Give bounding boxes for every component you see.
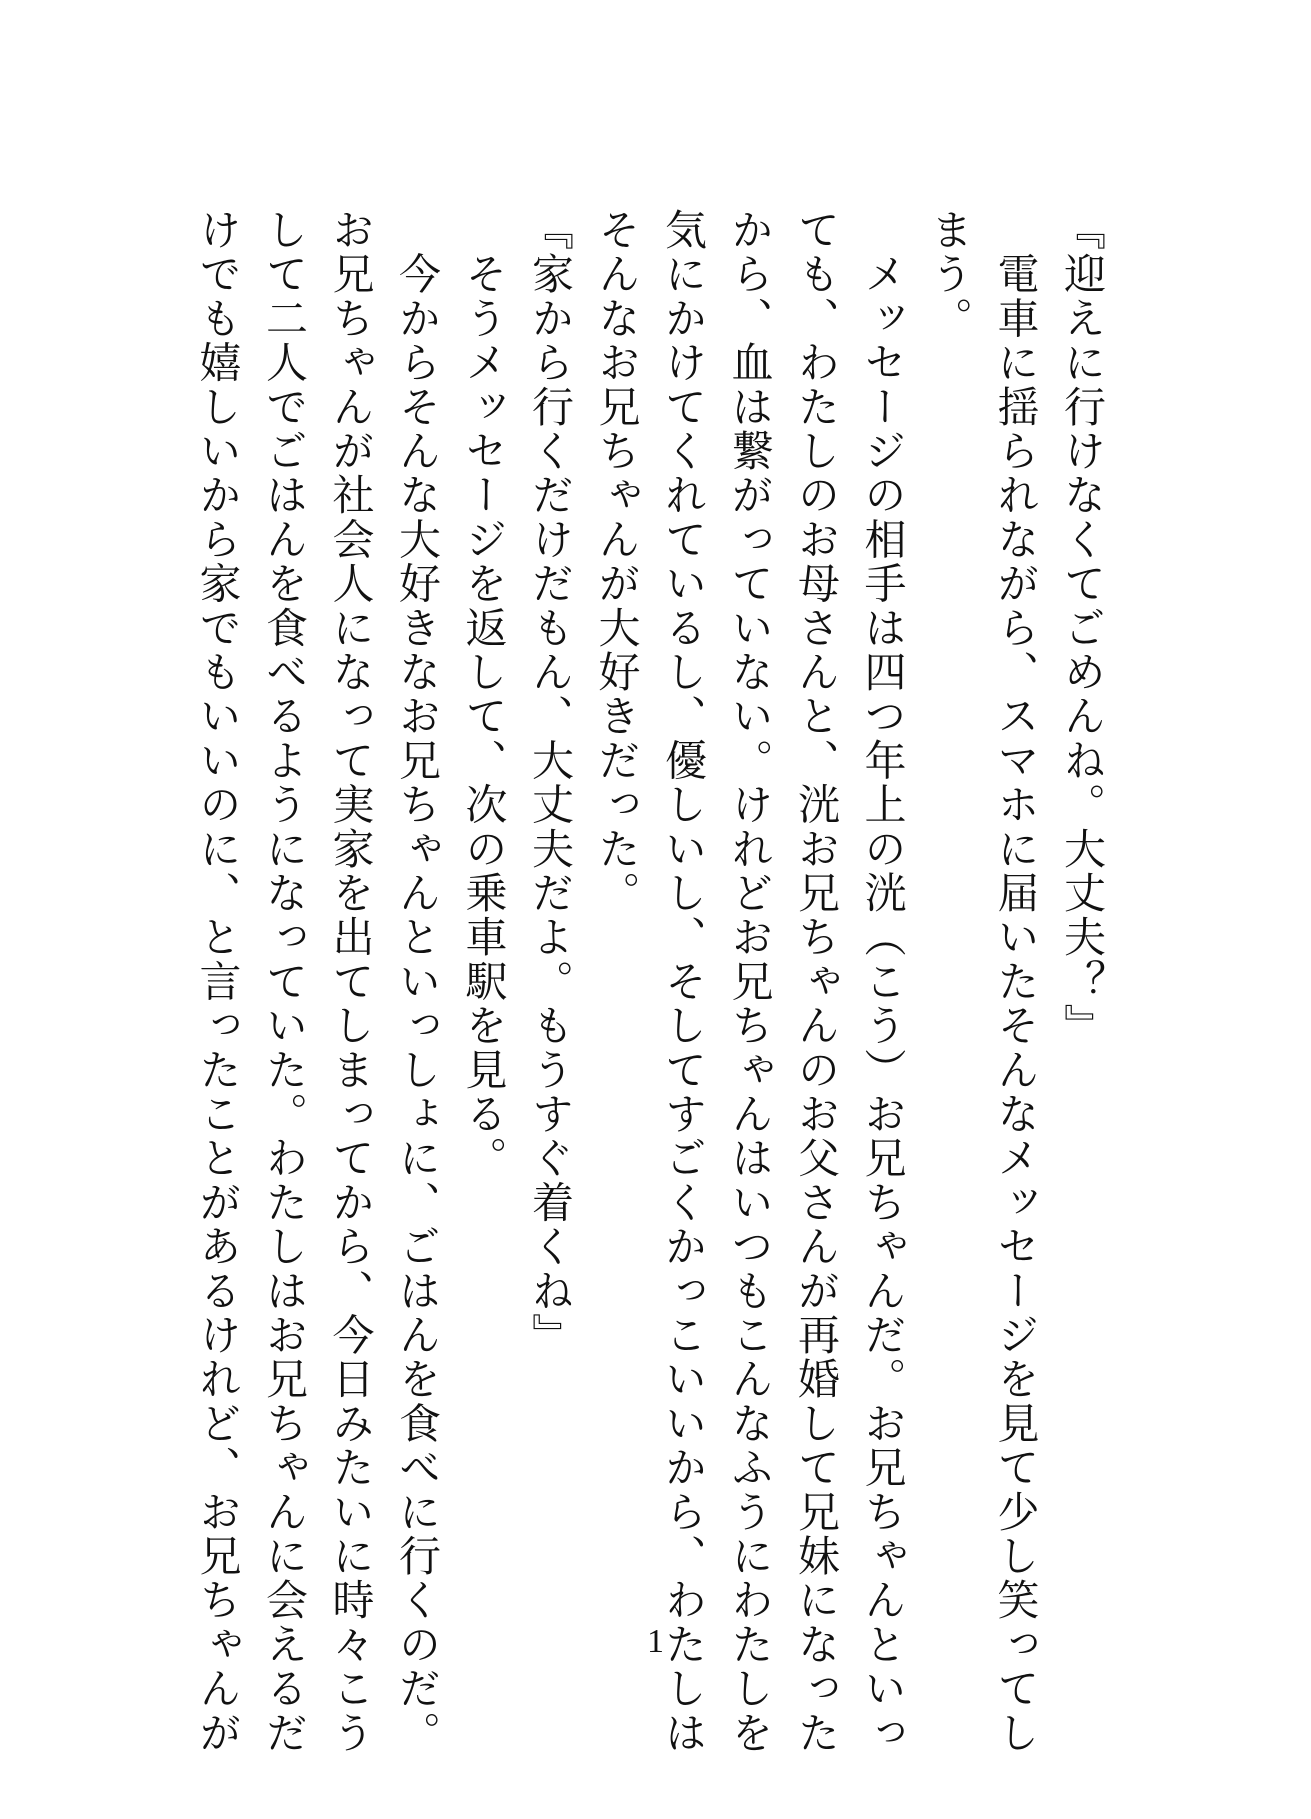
text-line: から、血は繋がっていない。けれどお兄ちゃんはいつもこんなふうにわたしを [725, 208, 775, 1755]
text-line: お兄ちゃんが社会人になって実家を出てしまってから、今日みたいに時々こう [326, 208, 376, 1755]
vertical-text-body [184, 208, 1115, 1755]
text-line: 電車に揺られながら、スマホに届いたそんなメッセージを見て少し笑ってし [991, 208, 1041, 1755]
text-line: 気にかけてくれているし、優しいし、そしてすごくかっこいいから、わたしは [659, 208, 708, 1755]
text-line: まう。 [925, 208, 974, 341]
page-number: 1 [647, 1623, 664, 1660]
text-line: 『家から行くだけだもん、大丈夫だよ。もうすぐ着くね』 [526, 208, 575, 1358]
text-line: けでも嬉しいから家でもいいのに、と言ったことがあるけれど、お兄ちゃんが [193, 208, 243, 1755]
text-line: そんなお兄ちゃんが大好きだった。 [592, 208, 642, 916]
text-line: そうメッセージを返して、次の乗車駅を見る。 [459, 208, 509, 1181]
text-line: して二人でごはんを食べるようになっていた。わたしはお兄ちゃんに会えるだ [260, 208, 309, 1755]
text-line: ても、わたしのお母さんと、洸お兄ちゃんのお父さんが再婚して兄妹になった [792, 208, 841, 1755]
text-line: 今からそんな大好きなお兄ちゃんといっしょに、ごはんを食べに行くのだ。 [393, 208, 442, 1755]
text-line: 『迎えに行けなくてごめんね。大丈夫？』 [1058, 208, 1107, 1048]
text-line: メッセージの相手は四つ年上の洸（こう）お兄ちゃんだ。お兄ちゃんといっ [858, 208, 908, 1755]
